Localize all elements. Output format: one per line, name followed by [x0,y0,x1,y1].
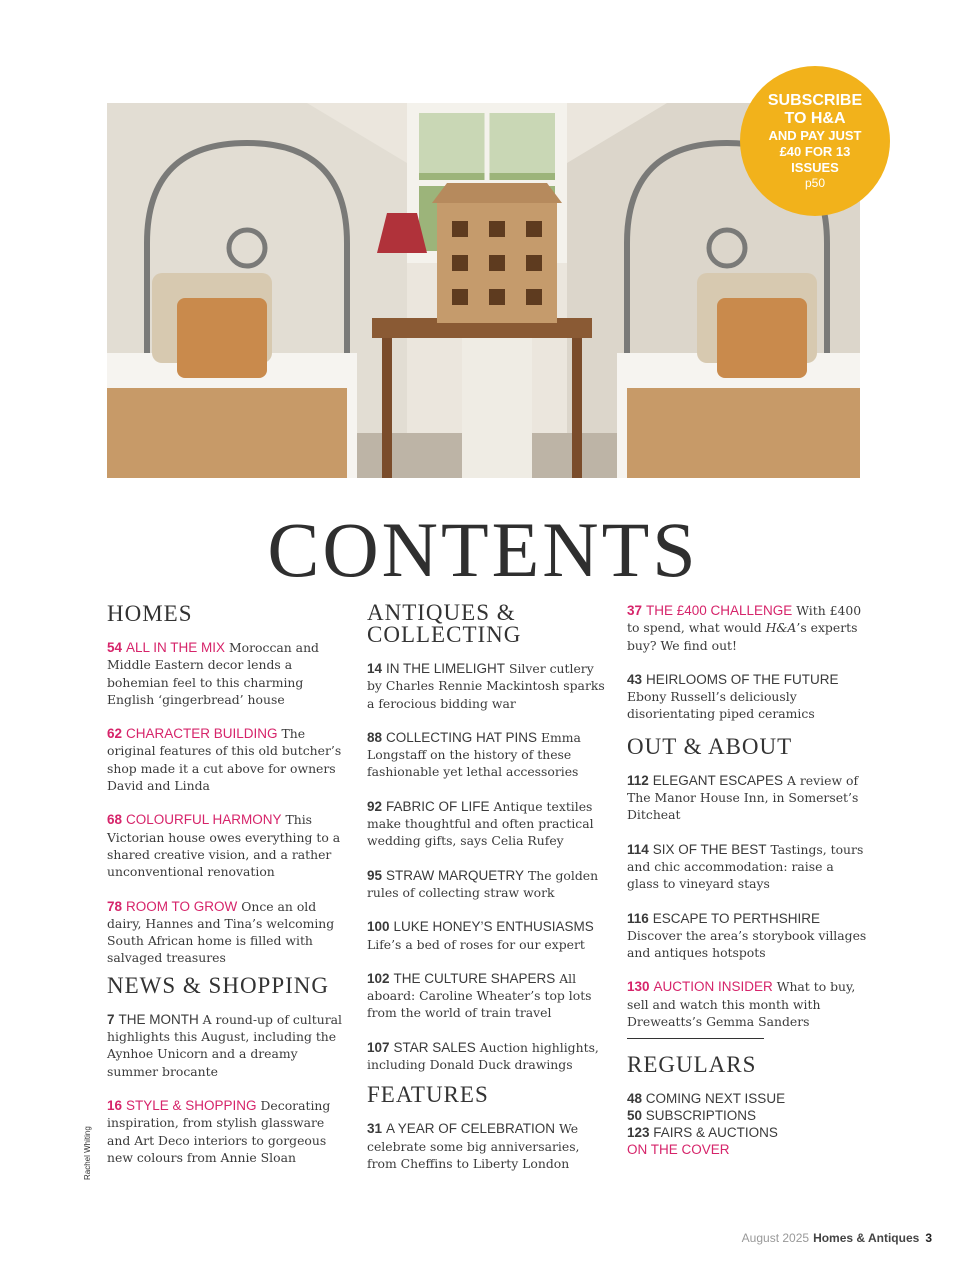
item-description: ’s experts buy? We find out! [627,620,858,653]
item-title: HEIRLOOMS OF THE FUTURE [645,671,839,687]
contents-item[interactable] [367,867,607,902]
section-heading-homes: HOMES [107,601,193,626]
item-description: We celebrate some big anniversaries, from Cheffins to Liberty London [367,1121,580,1171]
badge-line-4: £40 FOR 13 [779,144,851,159]
badge-line-3: AND PAY JUST [768,128,862,143]
item-description: Decorating inspiration, from stylish glassware and Art Deco interiors to gorgeous new colours from Annie Sloan [107,1097,331,1165]
footer-page-number: 3 [925,1231,932,1245]
page-number: 107 [367,1039,390,1055]
contents-item[interactable] [107,898,347,967]
page-number: 7 [107,1011,115,1027]
item-title: STYLE & SHOPPING [125,1097,257,1113]
section-heading-out-about: OUT & ABOUT [627,733,793,759]
regular-item-on-the-cover[interactable]: ON THE COVER [627,1142,730,1158]
contents-item[interactable] [107,1011,347,1080]
item-title: FABRIC OF LIFE [385,798,490,814]
item-description: Once an old dairy, Hannes and Tina’s welcoming South African home is filled with salvaged treasures [107,898,335,966]
item-description: Tastings, tours and chic accommodation: raise a glass to vineyard stays [627,841,864,892]
regular-item[interactable] [627,1090,867,1107]
contents-item[interactable] [107,1097,347,1166]
page-number: 54 [107,640,123,655]
item-title: COLLECTING HAT PINS [385,729,538,745]
regular-label: FAIRS & AUCTIONS [653,1125,778,1141]
section-heading-regulars: REGULARS [627,1052,757,1078]
section-heading-antiques [367,602,607,646]
item-description: The original features of this old butcher’s shop made it a cut above for owners David and Linda [107,726,342,794]
item-description: Antique textiles make thoughtful and often practical wedding gifts, says Celia Rufey [367,798,594,849]
badge-page: p50 [804,176,826,190]
contents-item[interactable] [627,910,867,962]
page-footer [742,1231,932,1245]
contents-item[interactable] [367,1039,607,1074]
contents-item[interactable] [627,772,867,824]
footer-date: August 2025 [741,1231,810,1245]
contents-item[interactable] [367,918,607,953]
item-title: ELEGANT ESCAPES [652,772,784,788]
item-description: A review of The Manor House Inn, in Somerset’s Ditcheat [627,772,859,823]
page-number: 14 [367,661,383,676]
item-title: COLOURFUL HARMONY [125,812,282,828]
page-number: 123 [627,1125,650,1141]
item-description: What to buy, sell and watch this month with Dreweatts’s Gemma Sanders [627,979,856,1030]
contents-item[interactable] [627,978,867,1030]
divider [627,1038,764,1039]
page-number: 68 [107,812,123,828]
contents-column-3 [627,602,867,1158]
regular-item[interactable] [627,1107,867,1124]
subscribe-badge[interactable] [740,66,890,216]
page-number: 112 [627,772,649,788]
item-description: Moroccan and Middle Eastern decor lends a bohemian feel to this charming English ‘gingerbread’ house [107,640,319,707]
section-heading-features: FEATURES [367,1082,489,1108]
item-description: The golden rules of collecting straw work [367,867,599,900]
item-description: Ebony Russell’s deliciously disorientating piped ceramics [627,689,815,722]
page-number: 43 [627,671,643,687]
contents-item[interactable] [367,729,607,781]
page-number: 31 [367,1121,383,1137]
contents-item[interactable] [367,970,607,1022]
item-title: THE £400 CHALLENGE [645,603,793,618]
footer-magazine: Homes & Antiques [813,1231,920,1245]
item-description: Life’s a bed of roses for our expert [367,936,585,952]
contents-item[interactable] [627,841,867,893]
item-title: ESCAPE TO PERTHSHIRE [652,910,821,926]
page-number: 62 [107,726,123,742]
page-number: 88 [367,729,383,745]
contents-item[interactable] [107,811,347,880]
item-title: THE CULTURE SHAPERS [393,970,556,986]
page-number: 48 [627,1091,643,1107]
contents-item[interactable] [107,639,347,708]
item-title: A YEAR OF CELEBRATION [385,1121,556,1137]
badge-line-2: TO H&A [784,110,846,127]
photo-credit: Rachel Whiting [83,1126,92,1180]
contents-column-1 [107,602,347,1183]
page-title: CONTENTS [267,506,699,593]
item-description: This Victorian house owes everything to a shared creative vision, and a rather unconventional renovation [107,812,341,880]
item-title: ALL IN THE MIX [125,640,226,655]
page-number: 116 [627,910,649,926]
page-number: 114 [627,841,649,857]
item-title: SIX OF THE BEST [652,841,767,857]
page-number: 95 [367,867,383,883]
contents-item[interactable] [627,671,867,723]
item-title: IN THE LIMELIGHT [385,661,506,676]
contents-item[interactable] [627,602,867,654]
item-description: A round-up of cultural highlights this August, including the Aynhoe Unicorn and a dreamy summer brocante [107,1011,342,1079]
contents-item[interactable] [107,725,347,794]
item-title: AUCTION INSIDER [653,979,773,995]
item-title: LUKE HONEY’S ENTHUSIASMS [393,919,594,935]
section-heading-news: NEWS & SHOPPING [107,972,330,998]
badge-line-1: SUBSCRIBE [767,92,863,109]
item-description: Silver cutlery by Charles Rennie Mackintosh sparks a ferocious bidding war [367,661,605,711]
item-title: STRAW MARQUETRY [385,867,524,883]
page-number: 102 [367,970,390,986]
page-number: 100 [367,919,390,935]
contents-item[interactable] [367,1120,607,1172]
item-description: With £400 to spend, what would [627,603,862,636]
page-number: 78 [107,898,123,914]
item-description: Emma Longstaff on the history of these fashionable yet lethal accessories [367,729,581,780]
badge-line-5: ISSUES [791,160,839,175]
page-number: 16 [107,1097,123,1113]
page-number: 130 [627,979,650,995]
item-title: ROOM TO GROW [125,898,238,914]
item-description-emphasis: H&A [765,620,797,636]
section-heading-line: COLLECTING [367,622,522,647]
regulars-list [627,1090,867,1158]
item-description: All aboard: Caroline Wheater’s top lots from the world of train travel [367,970,592,1021]
page-number: 50 [627,1108,643,1124]
contents-item[interactable] [367,660,607,712]
item-title: STAR SALES [393,1039,476,1055]
section-heading-line: ANTIQUES & [367,600,516,625]
contents-item[interactable] [367,798,607,850]
item-title: THE MONTH [118,1011,199,1027]
contents-column-2 [367,602,607,1189]
page-number: 37 [627,603,643,618]
regular-item[interactable] [627,1124,867,1141]
page-number: 92 [367,798,383,814]
item-description: Auction highlights, including Donald Duck drawings [367,1039,599,1073]
regular-label: SUBSCRIPTIONS [645,1108,757,1124]
item-title: CHARACTER BUILDING [125,726,278,742]
regular-label: COMING NEXT ISSUE [645,1091,786,1107]
item-description: Discover the area’s storybook villages and antiques hotspots [627,927,867,961]
